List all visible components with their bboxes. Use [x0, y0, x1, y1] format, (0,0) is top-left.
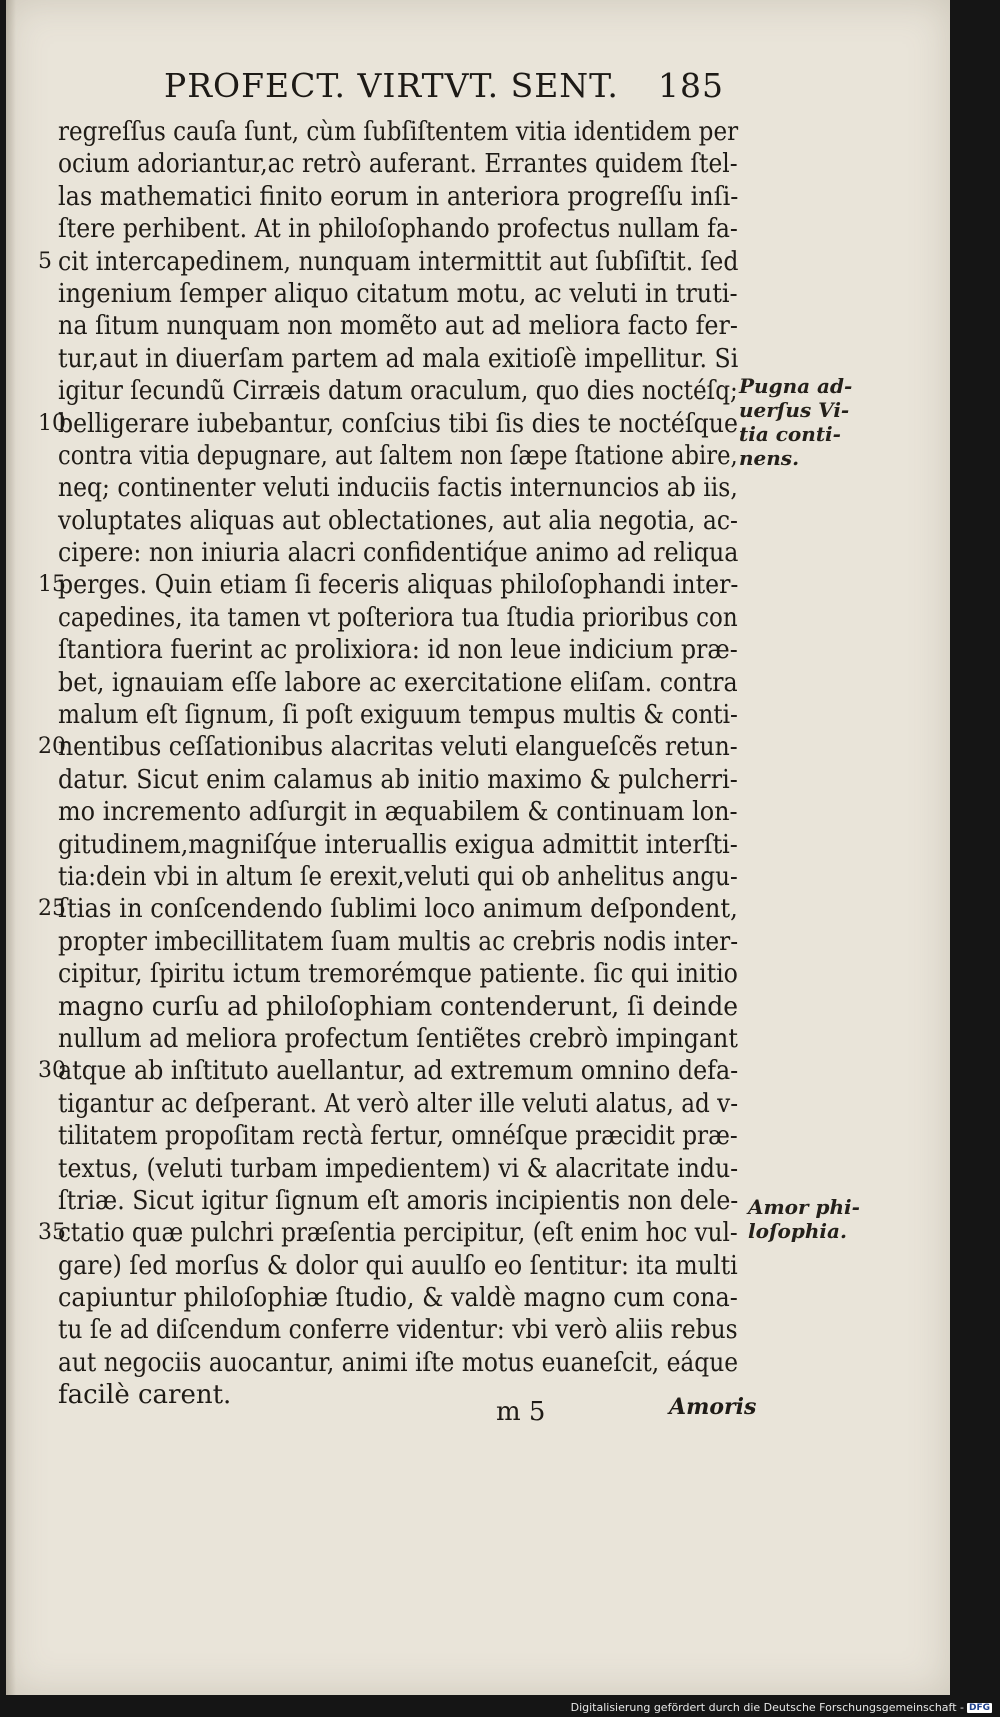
line-text: voluptates aliquas aut oblectationes, aut alia negotia, ac-: [58, 505, 738, 536]
line-text: datur. Sicut enim calamus ab initio maximo & pulcherri-: [58, 764, 738, 795]
line-text: cit intercapedinem, nunquam intermittit aut ſubſiſtit. ſed: [58, 246, 739, 277]
line-number: 20: [38, 734, 66, 760]
line-text: na ſitum nunquam non momẽto aut ad meliora facto fer-: [58, 311, 738, 342]
line-text: gitudinem,magniſq́ue interuallis exigua admittit interſti-: [58, 829, 738, 860]
line-text: nullum ad meliora profectum ſentiẽtes crebrò impingant: [58, 1023, 738, 1054]
line-text: aut negociis auocantur, animi iſte motus euaneſcit, eáque: [58, 1347, 739, 1378]
marginal-note-line: uerſus Vi-: [739, 398, 850, 422]
line-text: cipere: non iniuria alacri confidentiq́ue animo ad reliqua: [58, 538, 739, 569]
line-text: bet, ignauiam eſſe labore ac exercitatione eliſam. contra: [58, 667, 738, 698]
line-text: mo incremento adſurgit in æquabilem & continuam lon-: [58, 797, 738, 828]
line-number: 15: [38, 572, 66, 598]
running-header: [164, 66, 724, 105]
line-number: 30: [38, 1058, 66, 1084]
line-text: capedines, ita tamen vt poſteriora tua ſtudia prioribus con: [58, 602, 738, 633]
marginal-note-pugna: [739, 374, 852, 470]
line-text: propter imbecillitatem ſuam multis ac crebris nodis inter-: [58, 926, 739, 957]
line-text: perges. Quin etiam ſi feceris aliquas philoſophandi inter-: [58, 570, 739, 601]
line-text: nentibus ceſſationibus alacritas veluti elangueſcẽs retun-: [58, 732, 738, 763]
signature-mark: m 5: [496, 1397, 546, 1427]
dfg-logo: DFG: [968, 1702, 990, 1713]
line-text: neq; continenter veluti induciis factis internuncios ab iis,: [58, 473, 738, 504]
line-text: tigantur ac deſperant. At verò alter ille veluti alatus, ad v-: [58, 1088, 739, 1119]
line-text: tia:dein vbi in altum ſe erexit,veluti qui ob anhelitus angu-: [58, 861, 738, 892]
marginal-note-amor: [748, 1195, 860, 1243]
page-number: 185: [658, 66, 724, 105]
line-text: capiuntur philoſophiæ ſtudio, & valdè magno cum cona-: [58, 1283, 738, 1314]
digitization-credit: [571, 1701, 992, 1714]
line-text: ocium adoriantur,ac retrò auferant. Errantes quidem ſtel-: [58, 149, 738, 180]
marginal-note-line: Amor phi-: [748, 1195, 860, 1219]
line-text: atque ab inſtituto auellantur, ad extremum omnino defa-: [58, 1056, 739, 1087]
line-text: tu ſe ad diſcendum conferre videntur: vbi verò aliis rebus: [58, 1315, 738, 1346]
line-number: 35: [38, 1220, 66, 1246]
line-number: 5: [38, 248, 52, 274]
line-text: ingenium ſemper aliquo citatum motu, ac veluti in truti-: [58, 278, 738, 309]
line-number: 10: [38, 410, 66, 436]
marginal-note-line: tia conti-: [739, 422, 841, 446]
line-text: textus, (veluti turbam impedientem) vi & alacritate indu-: [58, 1153, 739, 1184]
catchword: Amoris: [669, 1394, 757, 1420]
marginal-note-line: Pugna ad-: [739, 374, 853, 398]
line-text: contra vitia depugnare, aut ſaltem non ſæpe ſtatione abire,: [58, 440, 738, 471]
line-text: regreſſus cauſa ſunt, cùm ſubſiſtentem vitia identidem per: [58, 117, 739, 147]
line-text: ſtias in conſcendendo ſublimi loco animum deſpondent,: [58, 894, 738, 925]
line-text: tilitatem propoſitam rectà fertur, omnéſque præcidit præ-: [58, 1121, 738, 1152]
line-number: 25: [38, 896, 66, 922]
line-text: belligerare iubebantur, conſcius tibi ſis dies te noctéſque: [58, 408, 738, 439]
marginal-note-line: loſophia.: [748, 1219, 847, 1243]
line-text: ctatio quæ pulchri præſentia percipitur, (eſt enim hoc vul-: [58, 1218, 738, 1249]
marginal-note-line: nens.: [739, 446, 800, 470]
line-text: facilè carent.: [58, 1380, 232, 1411]
line-text: ſtriæ. Sicut igitur ſignum eſt amoris incipientis non dele-: [58, 1185, 739, 1216]
line-text: las mathematici finito eorum in anteriora progreſſu inſi-: [58, 181, 739, 212]
line-text: gare) ſed morſus & dolor qui auulſo eo ſentitur: ita multi: [58, 1250, 738, 1281]
line-text: ſtantiora fuerint ac prolixiora: id non leue indicium præ-: [58, 635, 738, 666]
line-text: igitur ſecundũ Cirræis datum oraculum, quo dies noctéſq;: [58, 376, 738, 407]
line-text: tur,aut in diuerſam partem ad mala exitioſè impellitur. Si: [58, 343, 739, 374]
line-text: magno curſu ad philoſophiam contenderunt, ſi deinde: [58, 991, 739, 1022]
line-text: malum eſt ſignum, ſi poſt exiguum tempus multis & conti-: [58, 700, 738, 731]
line-text: cipitur, ſpiritu ictum tremorémque patiente. ſic qui initio: [58, 959, 738, 990]
running-title: PROFECT. VIRTVT. SENT.: [164, 66, 619, 105]
credit-text: Digitalisierung gefördert durch die Deutsche Forschungsgemeinschaft -: [570, 1701, 964, 1714]
line-text: ſtere perhibent. At in philoſophando profectus nullam fa-: [58, 214, 738, 245]
book-page: [6, 0, 950, 1695]
